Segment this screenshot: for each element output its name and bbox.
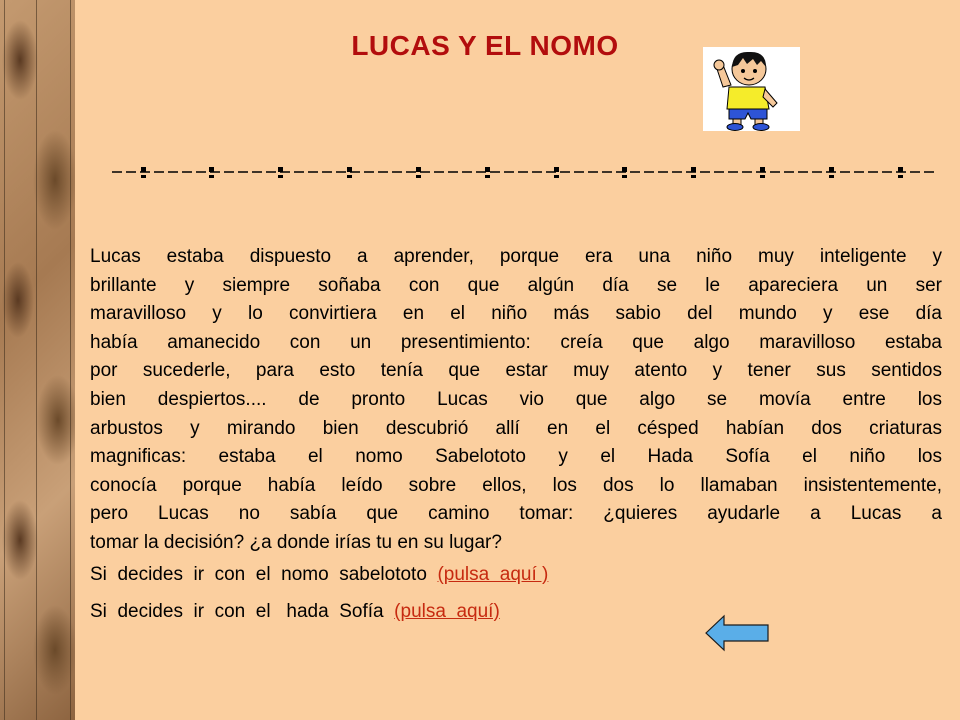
- story-line: Lucas estaba dispuesto a aprender, porque era una niño muy inteligente y: [90, 246, 942, 267]
- choice-hada-link[interactable]: (pulsa aquí): [394, 601, 500, 622]
- sidebar-line: [70, 0, 71, 720]
- wood-texture-sidebar: [0, 0, 75, 720]
- story-line: maravilloso y lo convirtiera en el niño más sabio del mundo y ese día: [90, 303, 942, 325]
- story-line: magnificas: estaba el nomo Sabelototo y el Hada Sofía el niño los: [90, 446, 942, 468]
- story-line: había amanecido con un presentimiento: creía que algo maravilloso estaba: [90, 331, 942, 353]
- choice-nomo-text: Si decides ir con el nomo sabelototo: [90, 564, 438, 585]
- decorative-divider: [112, 163, 934, 179]
- choice-nomo-link[interactable]: (pulsa aquí ): [437, 564, 549, 585]
- sidebar-line: [36, 0, 37, 720]
- choice-hada-text: Si decides ir con el hada Sofía: [90, 601, 395, 622]
- story-line: tomar la decisión? ¿a donde irías tu en su lugar?: [90, 531, 502, 553]
- sidebar-line: [4, 0, 5, 720]
- story-line: arbustos y mirando bien descubrió allí en el césped habían dos criaturas: [90, 417, 942, 439]
- waving-boy-icon: [703, 47, 800, 131]
- page-title: LUCAS Y EL NOMO: [351, 30, 619, 61]
- choice-nomo: [90, 564, 548, 586]
- story-line: por sucederle, para esto tenía que estar muy atento y tener sus sentidos: [90, 360, 942, 382]
- left-arrow-icon[interactable]: [704, 614, 770, 652]
- story-line: pero Lucas no sabía que camino tomar: ¿quieres ayudarle a Lucas a: [90, 503, 942, 525]
- choice-hada: [90, 601, 500, 623]
- story-line: conocía porque había leído sobre ellos, los dos lo llamaban insistentemente,: [90, 474, 942, 496]
- story-text: [90, 243, 942, 558]
- story-line: bien despiertos.... de pronto Lucas vio que algo se movía entre los: [90, 388, 942, 410]
- story-line: brillante y siempre soñaba con que algún día se le apareciera un ser: [90, 274, 942, 296]
